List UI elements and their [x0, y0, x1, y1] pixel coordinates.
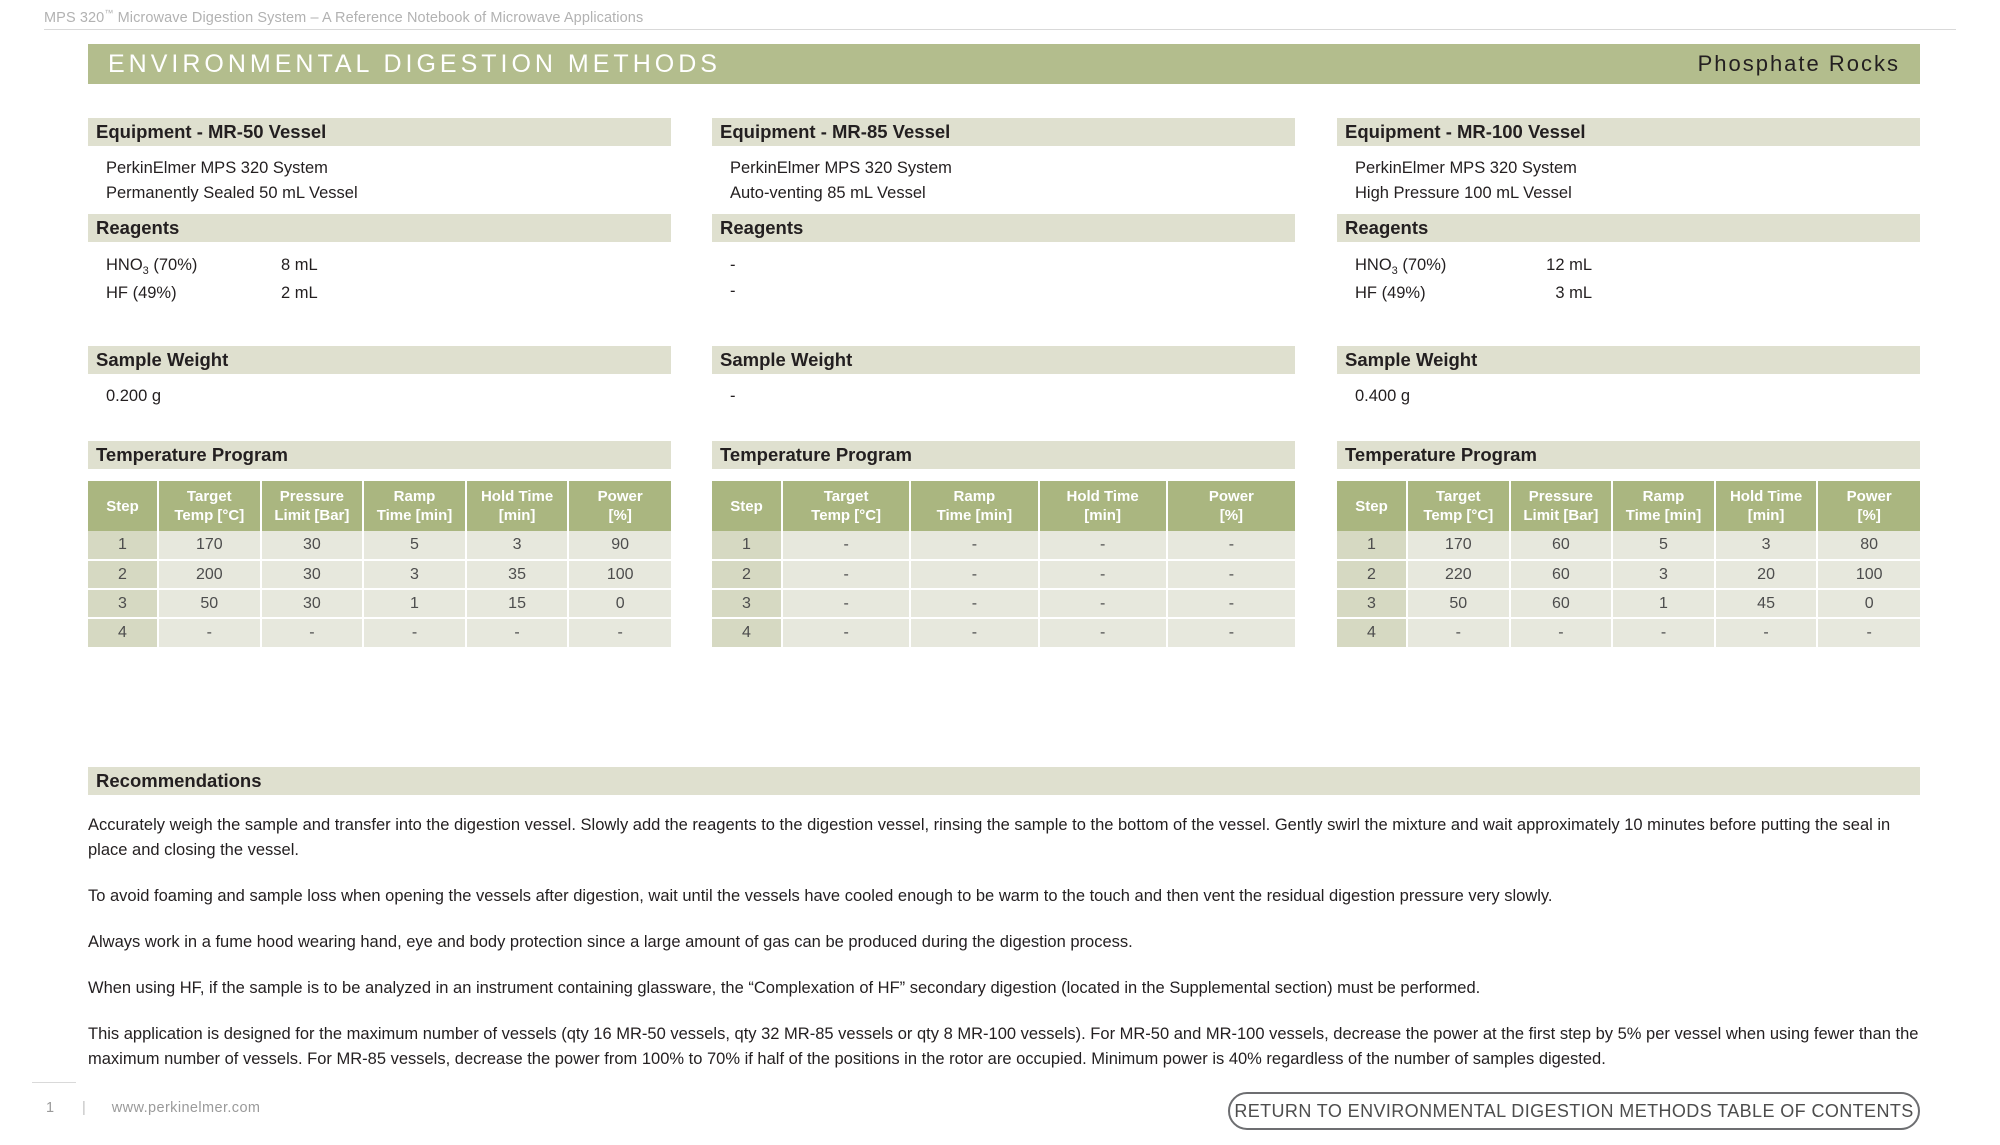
table-cell: 30	[261, 560, 364, 589]
recommendation-paragraph: When using HF, if the sample is to be analyzed in an instrument containing glassware, the “Complexation of HF” secondary digestion (located in the Supplemental section) must be performed.	[88, 979, 1481, 997]
table-column-header: Step	[712, 481, 782, 531]
step-number-cell: 1	[1337, 531, 1407, 560]
table-cell: 90	[568, 531, 671, 560]
temperature-program-header: Temperature Program	[88, 441, 671, 469]
equipment-line: Permanently Sealed 50 mL Vessel	[106, 184, 358, 202]
table-cell: 200	[158, 560, 261, 589]
table-cell: 100	[1817, 560, 1920, 589]
reagents-list	[88, 242, 671, 308]
step-number-cell: 1	[88, 531, 158, 560]
reagents-list	[712, 242, 1295, 304]
equipment-block	[1337, 118, 1920, 206]
table-row	[1337, 589, 1920, 618]
table-cell: -	[782, 589, 910, 618]
equipment-lines	[88, 146, 671, 206]
reagent-row	[730, 278, 1295, 304]
table-cell: 60	[1510, 589, 1613, 618]
footer-divider	[32, 1082, 76, 1083]
table-cell: 0	[1817, 589, 1920, 618]
table-cell: 1	[363, 589, 466, 618]
return-to-toc-button[interactable]: RETURN TO ENVIRONMENTAL DIGESTION METHODS TABLE OF CONTENTS	[1228, 1092, 1920, 1130]
table-column-header: Hold Time [min]	[1715, 481, 1818, 531]
table-cell: 100	[568, 560, 671, 589]
equipment-lines	[1337, 146, 1920, 206]
sample-weight-header: Sample Weight	[88, 346, 671, 374]
equipment-line: High Pressure 100 mL Vessel	[1355, 184, 1572, 202]
recommendation-paragraph: Accurately weigh the sample and transfer into the digestion vessel. Slowly add the reagents to the digestion vessel, rinsing the sample to the bottom of the vessel. Gently swirl the mixture and wait approximately 10 minutes before putting the seal in place and closing the vessel.	[88, 816, 1891, 859]
table-cell: -	[1039, 531, 1167, 560]
reagent-row	[106, 252, 671, 280]
table-cell: 35	[466, 560, 569, 589]
recommendation-paragraph: This application is designed for the maximum number of vessels (qty 16 MR-50 vessels, qty 32 MR-85 vessels or qty 8 MR-100 vessels). For MR-50 and MR-100 vessels, decrease the power at the first step by 5% per vessel when using fewer than the maximum number of vessels. For MR-85 vessels, decrease the power from 100% to 70% if half of the positions in the rotor are occupied. Minimum power is 40% regardless of the number of samples digested.	[88, 1025, 1919, 1068]
sample-weight-block	[712, 346, 1295, 409]
sample-weight-value: 0.400 g	[1355, 387, 1411, 405]
page-title-band	[88, 44, 1920, 84]
sample-weight-block	[88, 346, 671, 409]
table-cell: -	[1039, 618, 1167, 647]
equipment-line: PerkinElmer MPS 320 System	[1355, 159, 1577, 177]
table-header-row	[1337, 481, 1920, 531]
step-number-cell: 4	[88, 618, 158, 647]
reagent-row	[106, 280, 671, 308]
table-column-header: Pressure Limit [Bar]	[1510, 481, 1613, 531]
table-cell: -	[1039, 589, 1167, 618]
table-cell: -	[782, 560, 910, 589]
sample-weight-header: Sample Weight	[712, 346, 1295, 374]
table-cell: -	[261, 618, 364, 647]
equipment-block	[88, 118, 671, 206]
temperature-program-header: Temperature Program	[712, 441, 1295, 469]
table-column-header: Target Temp [°C]	[782, 481, 910, 531]
temperature-program-block	[712, 441, 1295, 647]
running-head-divider	[44, 29, 1956, 30]
reagent-amount	[905, 252, 1025, 278]
table-column-header: Target Temp [°C]	[1407, 481, 1510, 531]
table-cell: 170	[1407, 531, 1510, 560]
table-column-header: Pressure Limit [Bar]	[261, 481, 364, 531]
table-cell: 0	[568, 589, 671, 618]
table-cell: 45	[1715, 589, 1818, 618]
sample-weight-value: 0.200 g	[106, 387, 162, 405]
reagent-amount: 8 mL	[281, 256, 318, 274]
table-row	[712, 560, 1295, 589]
table-cell: -	[1612, 618, 1715, 647]
temperature-program-block	[1337, 441, 1920, 647]
table-row	[712, 618, 1295, 647]
table-column-header: Step	[1337, 481, 1407, 531]
reagent-row	[730, 252, 1295, 278]
table-cell: 60	[1510, 560, 1613, 589]
table-cell: 30	[261, 531, 364, 560]
reagents-list	[1337, 242, 1920, 308]
table-row	[1337, 560, 1920, 589]
equipment-block	[712, 118, 1295, 206]
step-number-cell: 4	[712, 618, 782, 647]
reagent-amount	[905, 278, 1025, 304]
reagents-header: Reagents	[88, 214, 671, 242]
temperature-program-block	[88, 441, 671, 647]
table-cell: 3	[363, 560, 466, 589]
table-cell: 50	[158, 589, 261, 618]
table-cell: 80	[1817, 531, 1920, 560]
table-cell: -	[568, 618, 671, 647]
table-cell: 60	[1510, 531, 1613, 560]
reagents-block	[712, 214, 1295, 304]
table-column-header: Power [%]	[1817, 481, 1920, 531]
table-cell: 30	[261, 589, 364, 618]
table-row	[712, 589, 1295, 618]
table-cell: -	[1167, 560, 1295, 589]
table-cell: -	[910, 560, 1038, 589]
footer-separator: |	[82, 1100, 86, 1116]
table-cell: -	[910, 531, 1038, 560]
equipment-line: PerkinElmer MPS 320 System	[106, 159, 328, 177]
reagent-amount: 12 mL	[1546, 256, 1592, 274]
equipment-header: Equipment - MR-85 Vessel	[712, 118, 1295, 146]
footer-url[interactable]: www.perkinelmer.com	[111, 1100, 261, 1116]
table-column-header: Ramp Time [min]	[910, 481, 1038, 531]
step-number-cell: 3	[712, 589, 782, 618]
equipment-line: Auto-venting 85 mL Vessel	[730, 184, 926, 202]
table-row	[88, 589, 671, 618]
table-cell: 5	[1612, 531, 1715, 560]
footer	[46, 1100, 260, 1116]
sample-weight-value: -	[730, 387, 736, 405]
table-cell: -	[1167, 589, 1295, 618]
table-cell: 220	[1407, 560, 1510, 589]
reagent-name: $HNO_3$ (70%)	[106, 256, 198, 277]
table-cell: 3	[1612, 560, 1715, 589]
table-cell: -	[910, 589, 1038, 618]
recommendation-paragraph: Always work in a fume hood wearing hand, eye and body protection since a large amount of gas can be produced during the digestion process.	[88, 933, 1133, 951]
table-cell: 3	[466, 531, 569, 560]
recommendations-header: Recommendations	[88, 767, 1920, 795]
table-cell: -	[158, 618, 261, 647]
sample-weight-block	[1337, 346, 1920, 409]
table-row	[712, 531, 1295, 560]
step-number-cell: 4	[1337, 618, 1407, 647]
table-column-header: Step	[88, 481, 158, 531]
table-row	[1337, 618, 1920, 647]
table-cell: 5	[363, 531, 466, 560]
table-cell: -	[782, 531, 910, 560]
temperature-program-table	[1337, 481, 1920, 647]
table-cell: 20	[1715, 560, 1818, 589]
table-row	[88, 560, 671, 589]
page-subject: Phosphate Rocks	[1697, 51, 1900, 76]
running-head-suffix: Microwave Digestion System – A Reference Notebook of Microwave Applications	[113, 9, 644, 26]
table-cell: 50	[1407, 589, 1510, 618]
table-header-row	[712, 481, 1295, 531]
page-title: ENVIRONMENTAL DIGESTION METHODS	[108, 49, 721, 78]
reagent-amount: 3 mL	[1555, 284, 1592, 302]
equipment-header: Equipment - MR-50 Vessel	[88, 118, 671, 146]
trademark-symbol: ™	[104, 8, 114, 18]
reagents-header: Reagents	[712, 214, 1295, 242]
temperature-program-table	[712, 481, 1295, 647]
recommendation-paragraph: To avoid foaming and sample loss when opening the vessels after digestion, wait until the vessels have cooled enough to be warm to the touch and then vent the residual digestion pressure very slowly.	[88, 887, 1553, 905]
table-cell: -	[1407, 618, 1510, 647]
sample-weight-header: Sample Weight	[1337, 346, 1920, 374]
equipment-lines	[712, 146, 1295, 206]
table-column-header: Ramp Time [min]	[363, 481, 466, 531]
table-cell: -	[1167, 531, 1295, 560]
table-cell: -	[910, 618, 1038, 647]
step-number-cell: 2	[88, 560, 158, 589]
temperature-program-header: Temperature Program	[1337, 441, 1920, 469]
step-number-cell: 2	[1337, 560, 1407, 589]
reagents-header: Reagents	[1337, 214, 1920, 242]
table-cell: -	[1167, 618, 1295, 647]
page-number: 1	[46, 1100, 55, 1116]
temperature-program-table	[88, 481, 671, 647]
table-cell: -	[782, 618, 910, 647]
table-column-header: Hold Time [min]	[1039, 481, 1167, 531]
reagent-row	[1355, 252, 1920, 280]
reagent-amount: 2 mL	[281, 284, 318, 302]
table-cell: -	[1817, 618, 1920, 647]
reagents-block	[1337, 214, 1920, 308]
equipment-header: Equipment - MR-100 Vessel	[1337, 118, 1920, 146]
table-cell: -	[1039, 560, 1167, 589]
step-number-cell: 2	[712, 560, 782, 589]
equipment-line: PerkinElmer MPS 320 System	[730, 159, 952, 177]
table-cell: 1	[1612, 589, 1715, 618]
table-header-row	[88, 481, 671, 531]
table-column-header: Hold Time [min]	[466, 481, 569, 531]
table-row	[88, 618, 671, 647]
reagent-name: -	[730, 256, 736, 274]
table-cell: -	[466, 618, 569, 647]
step-number-cell: 3	[88, 589, 158, 618]
table-cell: 3	[1715, 531, 1818, 560]
reagent-name: $HNO_3$ (70%)	[1355, 256, 1447, 277]
table-column-header: Ramp Time [min]	[1612, 481, 1715, 531]
table-cell: 15	[466, 589, 569, 618]
running-head-prefix: MPS 320	[44, 9, 105, 26]
table-column-header: Power [%]	[1167, 481, 1295, 531]
table-cell: -	[1510, 618, 1613, 647]
table-column-header: Power [%]	[568, 481, 671, 531]
step-number-cell: 3	[1337, 589, 1407, 618]
reagent-name: HF (49%)	[106, 284, 177, 302]
table-cell: -	[363, 618, 466, 647]
step-number-cell: 1	[712, 531, 782, 560]
reagents-block	[88, 214, 671, 308]
running-head	[44, 8, 1956, 26]
table-column-header: Target Temp [°C]	[158, 481, 261, 531]
reagent-row	[1355, 280, 1920, 308]
table-row	[1337, 531, 1920, 560]
table-row	[88, 531, 671, 560]
table-cell: 170	[158, 531, 261, 560]
reagent-name: HF (49%)	[1355, 284, 1426, 302]
table-cell: -	[1715, 618, 1818, 647]
reagent-name: -	[730, 282, 736, 300]
recommendations-section	[88, 767, 1920, 1072]
